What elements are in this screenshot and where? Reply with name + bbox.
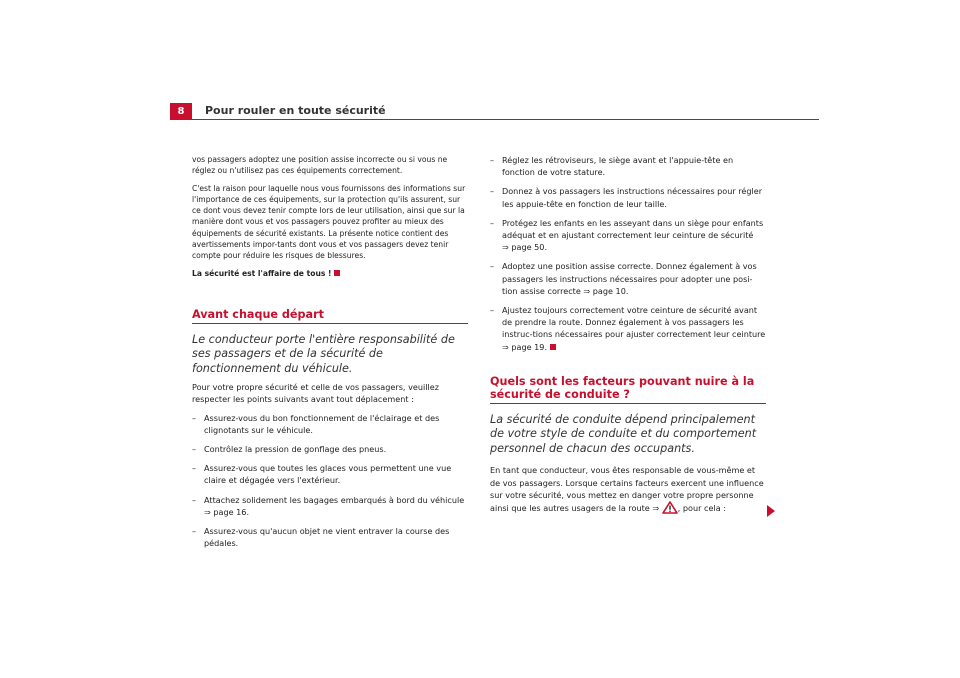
section-intro-text: Pour votre propre sécurité et celle de vos passagers, veuillez respecter les points suivants avant tout déplacement : xyxy=(192,382,439,405)
list-item-text: Ajustez toujours correctement votre ceinture de sécurité avant de prendre la route. Donnez également à vos passagers les instruc-tions nécessaires pour ajuster correctement leur ceinture xyxy=(502,305,766,340)
intro-paragraph-2: C'est la raison pour laquelle nous vous fournissons des informations sur l'importance de ces équipements, sur la protection qu'ils assurent, sur ce dont vous devez tenir compte lors de leur utilisation, ainsi que sur la manière dont vous et vos passagers pouvez profiter au mieux des équipements de sécurité existants. La présente notice contient des avertissements impor-tants dont vous et vos passagers devez tenir compte pour réduire les risques de blessures. xyxy=(192,183,466,261)
right-column xyxy=(490,154,766,517)
ref-arrow-icon: ⇒ xyxy=(502,242,509,253)
dash-bullet: – xyxy=(192,412,197,423)
intro-paragraph-1: vos passagers adoptez une position assise incorrecte ou si vous ne réglez ou n'utilisez pas ces équipements correctement. xyxy=(192,155,448,176)
list-item xyxy=(192,412,468,436)
list-item xyxy=(192,525,468,549)
running-header-title: Pour rouler en toute sécurité xyxy=(205,104,386,117)
list-item xyxy=(490,304,766,353)
list-item-text: Attachez solidement les bagages embarqués à bord du véhicule xyxy=(204,494,465,505)
dash-bullet: – xyxy=(490,155,495,165)
header-divider xyxy=(170,119,819,120)
list-item xyxy=(490,217,766,254)
list-item-text: Assurez-vous que toutes les glaces vous permettent une vue claire et dégagée vers l'extérieur. xyxy=(204,463,452,486)
dash-bullet: – xyxy=(490,217,495,228)
list-item-text: Assurez-vous du bon fonctionnement de l'éclairage et des clignotants sur le véhicule. xyxy=(204,412,440,435)
ref-arrow-icon: ⇒ xyxy=(652,502,660,513)
dash-bullet: – xyxy=(490,186,495,197)
ref-arrow-icon: ⇒ xyxy=(583,285,591,296)
list-item-text: Protégez les enfants en les asseyant dans un siège pour enfants adéquat et en ajustant correctement leur ceinture de sécurité xyxy=(502,217,764,241)
end-of-section-icon xyxy=(334,270,340,276)
list-item xyxy=(490,260,766,297)
page-number: 8 xyxy=(170,103,192,119)
section-body-facteurs xyxy=(490,464,766,517)
ref-arrow-icon: ⇒ xyxy=(502,341,509,352)
dash-bullet: – xyxy=(490,261,495,272)
ref-arrow-icon: ⇒ xyxy=(204,506,211,517)
list-item xyxy=(192,494,468,518)
section-heading-avant-depart: Avant chaque départ xyxy=(192,308,468,324)
warning-triangle-icon[interactable] xyxy=(662,501,678,517)
next-page-arrow-icon[interactable] xyxy=(767,505,775,517)
intro-bold-line xyxy=(192,268,468,279)
list-item xyxy=(490,154,766,178)
list-item xyxy=(192,443,468,455)
left-column xyxy=(192,154,468,556)
page-reference-link[interactable]: page 10. xyxy=(592,285,629,296)
list-item-text: Réglez les rétroviseurs, le siège avant et l'appuie-tête en fonction de votre stature. xyxy=(502,155,734,178)
section-subheading-avant-depart: Le conducteur porte l'entière responsabilité de ses passagers et de la sécurité de fonctionnement du véhicule. xyxy=(192,332,455,375)
checklist-left xyxy=(192,412,468,550)
dash-bullet: – xyxy=(192,463,197,474)
end-of-section-icon xyxy=(550,344,556,350)
list-item-text: Contrôlez la pression de gonflage des pneus. xyxy=(204,443,387,454)
page-reference-link[interactable]: page 16. xyxy=(213,506,250,517)
dash-bullet: – xyxy=(192,526,197,536)
list-item-text: Assurez-vous qu'aucun objet ne vient entraver la course des pédales. xyxy=(204,526,450,549)
page-reference-link[interactable]: page 50. xyxy=(511,242,548,253)
checklist-right xyxy=(490,154,766,353)
page-reference-link[interactable]: page 19. xyxy=(511,341,548,352)
list-item-text: Adoptez une position assise correcte. Donnez également à vos passagers les instructions nécessaires pour adopter une posi-tion assise correcte xyxy=(502,261,757,296)
body-text-after: , pour cela : xyxy=(677,502,726,513)
body-text-before: En tant que conducteur, vous êtes responsable de vous-même et de vos passagers. Lorsque certains facteurs exercent une influence sur votre sécurité, vous mettez en danger votre propre personne ainsi que les autres usagers de la route xyxy=(490,465,764,513)
list-item-text: Donnez à vos passagers les instructions nécessaires pour régler les appuie-tête en fonction de leur taille. xyxy=(502,186,763,209)
dash-bullet: – xyxy=(490,305,495,316)
section-heading-facteurs: Quels sont les facteurs pouvant nuire à la sécurité de conduite ? xyxy=(490,375,766,404)
list-item xyxy=(192,462,468,486)
list-item xyxy=(490,185,766,209)
dash-bullet: – xyxy=(192,494,197,505)
section-subheading-facteurs: La sécurité de conduite dépend principalement de votre style de conduite et du comportement personnel de chacun des occupants. xyxy=(490,412,757,455)
intro-bold-text: La sécurité est l'affaire de tous ! xyxy=(192,268,332,278)
dash-bullet: – xyxy=(192,443,197,454)
